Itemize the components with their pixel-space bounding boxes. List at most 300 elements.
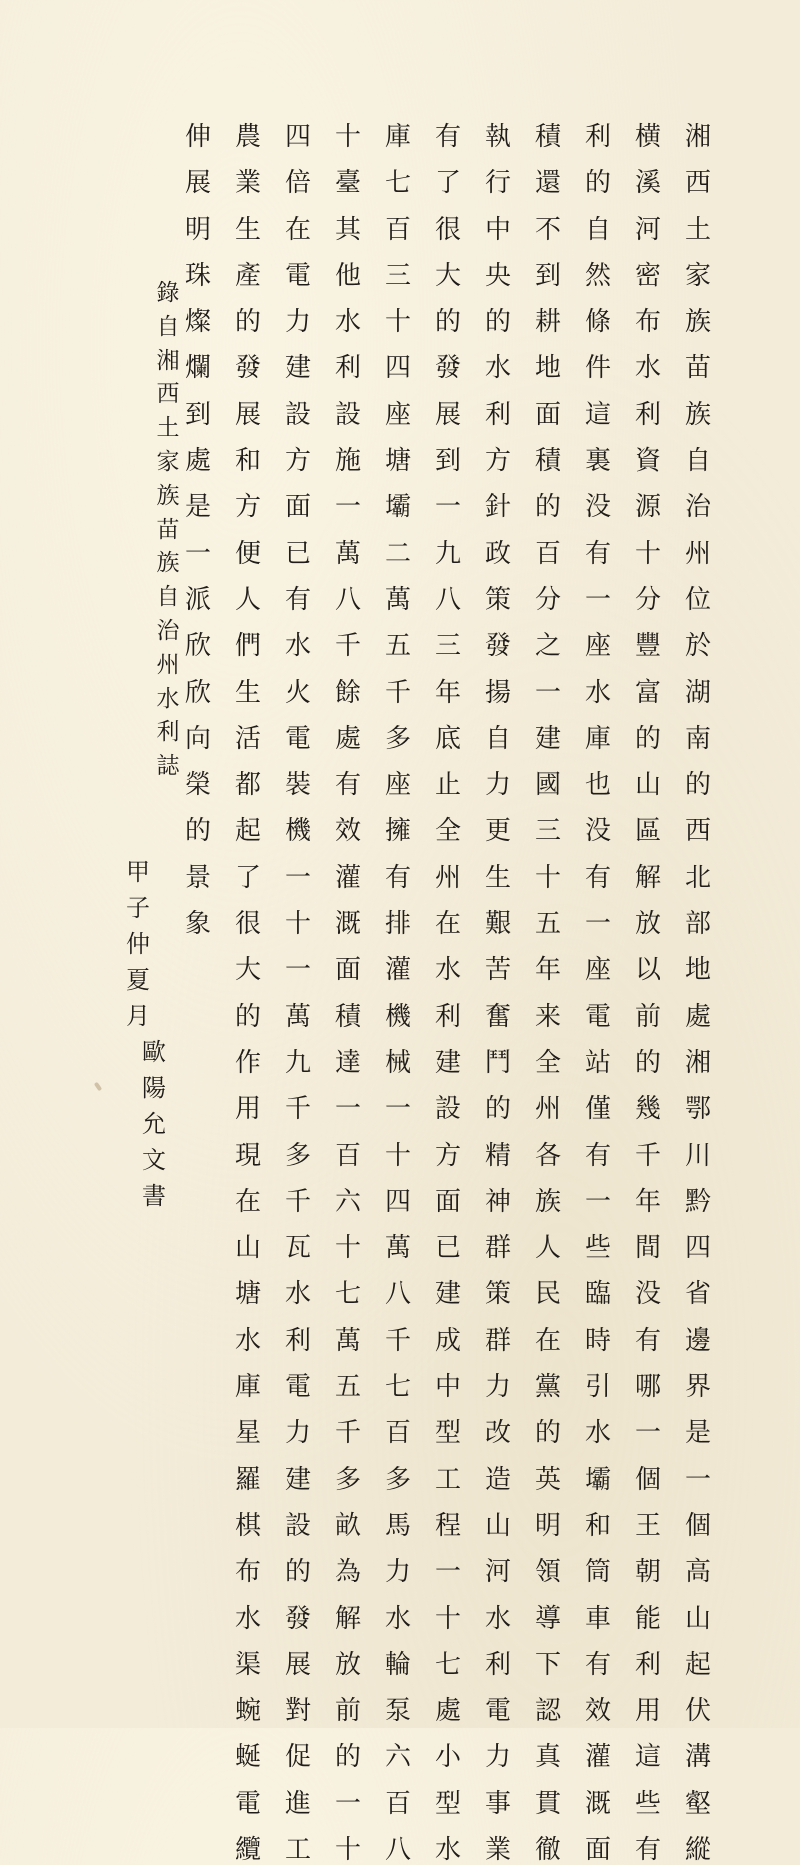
- glyph: 鄂: [684, 1094, 711, 1125]
- glyph: 到: [434, 446, 461, 477]
- glyph: 伸: [184, 122, 211, 152]
- glyph: 認: [534, 1696, 561, 1727]
- glyph: 程: [434, 1510, 461, 1541]
- glyph: 山: [234, 1233, 261, 1264]
- glyph: 成: [434, 1325, 461, 1356]
- text-column-5: [480, 124, 516, 1863]
- glyph: 百: [384, 1788, 411, 1819]
- glyph: 苦: [484, 955, 511, 986]
- glyph: 電: [484, 1696, 511, 1727]
- glyph: 力: [284, 307, 311, 338]
- glyph: 十: [334, 122, 361, 152]
- glyph: 十: [634, 538, 661, 569]
- glyph: 書: [142, 1182, 166, 1210]
- glyph: 利: [284, 1325, 311, 1356]
- glyph: 精: [484, 1140, 511, 1171]
- glyph: 各: [534, 1140, 561, 1171]
- glyph: 利: [484, 399, 511, 430]
- signature-date: [120, 860, 156, 1028]
- glyph: 還: [534, 168, 561, 199]
- glyph: 事: [484, 1788, 511, 1819]
- glyph: 條: [584, 307, 611, 338]
- glyph: 的: [534, 492, 561, 523]
- glyph: 了: [434, 168, 461, 199]
- glyph: 渠: [234, 1649, 261, 1680]
- glyph: 領: [534, 1557, 561, 1588]
- glyph: 中: [434, 1372, 461, 1403]
- glyph: 湖: [684, 677, 711, 708]
- glyph: 高: [684, 1557, 711, 1588]
- glyph: 年: [434, 677, 461, 708]
- glyph: 州: [434, 862, 461, 893]
- glyph: 機: [384, 1001, 411, 1032]
- glyph: 甲: [126, 858, 150, 886]
- glyph: 臨: [584, 1279, 611, 1310]
- glyph: 全: [434, 816, 461, 847]
- glyph: 設: [434, 1094, 461, 1125]
- glyph: 鬥: [484, 1047, 511, 1078]
- glyph: 貫: [534, 1788, 561, 1819]
- glyph: 多: [384, 1464, 411, 1495]
- glyph: 其: [334, 214, 361, 245]
- glyph: 一: [284, 862, 311, 893]
- glyph: 家: [684, 260, 711, 291]
- glyph: 建: [284, 353, 311, 384]
- signature-name: [136, 1040, 172, 1208]
- glyph: 便: [234, 538, 261, 569]
- glyph: 裝: [284, 770, 311, 801]
- glyph: 五: [334, 1372, 361, 1403]
- glyph: 的: [484, 307, 511, 338]
- glyph: 裏: [584, 446, 611, 477]
- glyph: 千: [384, 1325, 411, 1356]
- glyph: 百: [334, 1140, 361, 1171]
- glyph: 面: [334, 955, 361, 986]
- glyph: 到: [184, 399, 211, 430]
- glyph: 豐: [634, 631, 661, 662]
- glyph: 有: [584, 538, 611, 569]
- glyph: 水: [584, 1418, 611, 1449]
- glyph: 人: [534, 1233, 561, 1264]
- glyph: 治: [156, 617, 180, 644]
- glyph: 部: [684, 909, 711, 940]
- glyph: 展: [234, 399, 261, 430]
- glyph: 縱: [684, 1834, 711, 1865]
- glyph: 起: [684, 1649, 711, 1680]
- text-column-3: [580, 124, 616, 1863]
- glyph: 些: [634, 1788, 661, 1819]
- glyph: 一: [584, 1186, 611, 1217]
- glyph: 湘: [684, 1047, 711, 1078]
- glyph: 榮: [184, 770, 211, 801]
- glyph: 前: [634, 1001, 661, 1032]
- glyph: 到: [534, 260, 561, 291]
- glyph: 個: [684, 1510, 711, 1541]
- glyph: 央: [484, 260, 511, 291]
- glyph: 建: [434, 1279, 461, 1310]
- glyph: 神: [484, 1186, 511, 1217]
- glyph: 的: [684, 770, 711, 801]
- glyph: 英: [534, 1464, 561, 1495]
- glyph: 發: [484, 631, 511, 662]
- glyph: 土: [156, 415, 180, 442]
- glyph: 十: [284, 909, 311, 940]
- glyph: 地: [534, 353, 561, 384]
- glyph: 苗: [156, 516, 180, 543]
- glyph: 一: [684, 1464, 711, 1495]
- glyph: 七: [384, 168, 411, 199]
- glyph: 起: [234, 816, 261, 847]
- glyph: 塘: [384, 446, 411, 477]
- glyph: 筒: [584, 1557, 611, 1588]
- glyph: 棋: [234, 1510, 261, 1541]
- glyph: 工: [434, 1464, 461, 1495]
- text-column-1: [680, 124, 716, 1863]
- glyph: 庫: [584, 723, 611, 754]
- glyph: 引: [584, 1372, 611, 1403]
- glyph: 前: [334, 1696, 361, 1727]
- glyph: 水: [334, 307, 361, 338]
- glyph: 千: [284, 1186, 311, 1217]
- glyph: 中: [484, 214, 511, 245]
- glyph: 真: [534, 1742, 561, 1773]
- glyph: 庫: [384, 122, 411, 152]
- glyph: 是: [184, 492, 211, 523]
- glyph: 自: [156, 313, 180, 340]
- glyph: 萬: [384, 1233, 411, 1264]
- glyph: 揚: [484, 677, 511, 708]
- glyph: 站: [584, 1047, 611, 1078]
- glyph: 的: [534, 1418, 561, 1449]
- glyph: 一: [334, 492, 361, 523]
- glyph: 水: [484, 1603, 511, 1634]
- glyph: 排: [384, 909, 411, 940]
- glyph: 座: [584, 631, 611, 662]
- glyph: 西: [684, 816, 711, 847]
- glyph: 布: [634, 307, 661, 338]
- glyph: 放: [334, 1649, 361, 1680]
- glyph: 有: [634, 1325, 661, 1356]
- glyph: 族: [684, 399, 711, 430]
- glyph: 耕: [534, 307, 561, 338]
- glyph: 徹: [534, 1834, 561, 1865]
- glyph: 擁: [384, 816, 411, 847]
- glyph: 水: [284, 1279, 311, 1310]
- glyph: 北: [684, 862, 711, 893]
- glyph: 溉: [584, 1788, 611, 1819]
- glyph: 放: [634, 909, 661, 940]
- glyph: 的: [284, 1557, 311, 1588]
- glyph: 壩: [384, 492, 411, 523]
- glyph: 發: [234, 353, 261, 384]
- glyph: 一: [584, 909, 611, 940]
- glyph: 展: [434, 399, 461, 430]
- glyph: 止: [434, 770, 461, 801]
- glyph: 更: [484, 816, 511, 847]
- glyph: 為: [334, 1557, 361, 1588]
- glyph: 四: [684, 1233, 711, 1264]
- glyph: 型: [434, 1418, 461, 1449]
- glyph: 畝: [334, 1510, 361, 1541]
- glyph: 解: [334, 1603, 361, 1634]
- glyph: 五: [534, 909, 561, 940]
- glyph: 利: [634, 399, 661, 430]
- glyph: 年: [534, 955, 561, 986]
- glyph: 時: [584, 1325, 611, 1356]
- glyph: 座: [384, 399, 411, 430]
- glyph: 現: [234, 1140, 261, 1171]
- glyph: 河: [484, 1557, 511, 1588]
- glyph: 五: [384, 631, 411, 662]
- glyph: 自: [684, 446, 711, 477]
- glyph: 效: [584, 1696, 611, 1727]
- glyph: 電: [284, 1372, 311, 1403]
- glyph: 家: [156, 448, 180, 475]
- glyph: 文: [142, 1146, 166, 1174]
- glyph: 山: [634, 770, 661, 801]
- glyph: 民: [534, 1279, 561, 1310]
- glyph: 發: [284, 1603, 311, 1634]
- glyph: 這: [634, 1742, 661, 1773]
- glyph: 纜: [234, 1834, 261, 1865]
- glyph: 邊: [684, 1325, 711, 1356]
- glyph: 群: [484, 1325, 511, 1356]
- glyph: 是: [684, 1418, 711, 1449]
- glyph: 利: [156, 719, 180, 746]
- glyph: 方: [484, 446, 511, 477]
- glyph: 六: [384, 1742, 411, 1773]
- glyph: 施: [334, 446, 361, 477]
- glyph: 四: [384, 353, 411, 384]
- glyph: 政: [484, 538, 511, 569]
- glyph: 界: [684, 1372, 711, 1403]
- glyph: 已: [434, 1233, 461, 1264]
- glyph: 誌: [156, 753, 180, 780]
- glyph: 利: [434, 1001, 461, 1032]
- glyph: 農: [234, 122, 261, 152]
- glyph: 治: [684, 492, 711, 523]
- glyph: 川: [684, 1140, 711, 1171]
- glyph: 火: [284, 677, 311, 708]
- glyph: 業: [484, 1834, 511, 1865]
- glyph: 月: [126, 1002, 150, 1030]
- glyph: 向: [184, 723, 211, 754]
- glyph: 處: [434, 1696, 461, 1727]
- glyph: 也: [584, 770, 611, 801]
- glyph: 多: [334, 1464, 361, 1495]
- glyph: 造: [484, 1464, 511, 1495]
- glyph: 爛: [184, 353, 211, 384]
- glyph: 作: [234, 1047, 261, 1078]
- text-column-6: [430, 124, 466, 1863]
- glyph: 和: [584, 1510, 611, 1541]
- glyph: 車: [584, 1603, 611, 1634]
- glyph: 利: [634, 1649, 661, 1680]
- glyph: 下: [534, 1649, 561, 1680]
- glyph: 方: [434, 1140, 461, 1171]
- glyph: 蜒: [234, 1742, 261, 1773]
- glyph: 一: [534, 677, 561, 708]
- glyph: 這: [584, 399, 611, 430]
- glyph: 十: [384, 307, 411, 338]
- glyph: 族: [156, 550, 180, 577]
- glyph: 自: [484, 723, 511, 754]
- glyph: 一: [584, 584, 611, 615]
- glyph: 的: [434, 307, 461, 338]
- glyph: 區: [634, 816, 661, 847]
- glyph: 山: [684, 1603, 711, 1634]
- glyph: 產: [234, 260, 261, 291]
- glyph: 多: [284, 1140, 311, 1171]
- glyph: 效: [334, 816, 361, 847]
- glyph: 三: [534, 816, 561, 847]
- glyph: 朝: [634, 1557, 661, 1588]
- glyph: 電: [234, 1788, 261, 1819]
- glyph: 大: [434, 260, 461, 291]
- glyph: 水: [234, 1325, 261, 1356]
- glyph: 山: [484, 1510, 511, 1541]
- glyph: 哪: [634, 1372, 661, 1403]
- glyph: 幾: [634, 1094, 661, 1125]
- glyph: 電: [284, 260, 311, 291]
- glyph: 些: [584, 1233, 611, 1264]
- glyph: 萬: [334, 1325, 361, 1356]
- glyph: 電: [584, 1001, 611, 1032]
- glyph: 十: [334, 1834, 361, 1865]
- glyph: 很: [234, 909, 261, 940]
- glyph: 一: [334, 1788, 361, 1819]
- glyph: 八: [384, 1834, 411, 1865]
- glyph: 灌: [334, 862, 361, 893]
- glyph: 活: [234, 723, 261, 754]
- glyph: 水: [634, 353, 661, 384]
- glyph: 四: [284, 122, 311, 152]
- glyph: 百: [384, 214, 411, 245]
- glyph: 達: [334, 1047, 361, 1078]
- glyph: 十: [334, 1233, 361, 1264]
- glyph: 處: [334, 723, 361, 754]
- glyph: 年: [634, 1186, 661, 1217]
- glyph: 仲: [126, 930, 150, 958]
- glyph: 都: [234, 770, 261, 801]
- glyph: 的: [634, 1047, 661, 1078]
- glyph: 型: [434, 1788, 461, 1819]
- glyph: 小: [434, 1742, 461, 1773]
- glyph: 燦: [184, 307, 211, 338]
- glyph: 臺: [334, 168, 361, 199]
- glyph: 庫: [234, 1372, 261, 1403]
- glyph: 力: [484, 770, 511, 801]
- glyph: 溪: [634, 168, 661, 199]
- glyph: 業: [234, 168, 261, 199]
- glyph: 明: [534, 1510, 561, 1541]
- glyph: 個: [634, 1464, 661, 1495]
- glyph: 星: [234, 1418, 261, 1449]
- glyph: 水: [434, 1834, 461, 1865]
- glyph: 力: [284, 1418, 311, 1449]
- glyph: 溝: [684, 1742, 711, 1773]
- glyph: 輪: [384, 1649, 411, 1680]
- glyph: 在: [434, 909, 461, 940]
- glyph: 的: [634, 723, 661, 754]
- glyph: 力: [384, 1557, 411, 1588]
- text-column-10: [230, 124, 266, 1863]
- glyph: 珠: [184, 260, 211, 291]
- text-column-9: [280, 124, 316, 1863]
- glyph: 州: [534, 1094, 561, 1125]
- glyph: 已: [284, 538, 311, 569]
- glyph: 来: [534, 1001, 561, 1032]
- glyph: 然: [584, 260, 611, 291]
- glyph: 建: [284, 1464, 311, 1495]
- glyph: 設: [334, 399, 361, 430]
- glyph: 派: [184, 584, 211, 615]
- glyph: 奮: [484, 1001, 511, 1032]
- glyph: 大: [234, 955, 261, 986]
- glyph: 千: [384, 677, 411, 708]
- glyph: 有: [334, 770, 361, 801]
- glyph: 富: [634, 677, 661, 708]
- glyph: 有: [584, 862, 611, 893]
- glyph: 伏: [684, 1696, 711, 1727]
- glyph: 一: [434, 1557, 461, 1588]
- glyph: 面: [284, 492, 311, 523]
- glyph: 倍: [284, 168, 311, 199]
- glyph: 之: [534, 631, 561, 662]
- glyph: 策: [484, 1279, 511, 1310]
- glyph: 的: [484, 1094, 511, 1125]
- glyph: 發: [434, 353, 461, 384]
- glyph: 人: [234, 584, 261, 615]
- glyph: 水: [384, 1603, 411, 1634]
- glyph: 萬: [334, 538, 361, 569]
- glyph: 工: [284, 1834, 311, 1865]
- glyph: 針: [484, 492, 511, 523]
- glyph: 執: [484, 122, 511, 152]
- glyph: 六: [334, 1186, 361, 1217]
- glyph: 方: [234, 492, 261, 523]
- glyph: 資: [634, 446, 661, 477]
- glyph: 百: [534, 538, 561, 569]
- glyph: 面: [434, 1186, 461, 1217]
- glyph: 生: [234, 677, 261, 708]
- glyph: 萬: [384, 584, 411, 615]
- glyph: 解: [634, 862, 661, 893]
- glyph: 塘: [234, 1279, 261, 1310]
- glyph: 苗: [684, 353, 711, 384]
- glyph: 族: [684, 307, 711, 338]
- glyph: 有: [434, 122, 461, 152]
- glyph: 水: [156, 685, 180, 712]
- glyph: 十: [384, 1140, 411, 1171]
- glyph: 行: [484, 168, 511, 199]
- glyph: 在: [284, 214, 311, 245]
- glyph: 千: [334, 631, 361, 662]
- glyph: 一: [634, 1418, 661, 1449]
- glyph: 多: [384, 723, 411, 754]
- glyph: 生: [484, 862, 511, 893]
- glyph: 錄: [156, 280, 180, 306]
- glyph: 底: [434, 723, 461, 754]
- glyph: 族: [156, 482, 180, 509]
- glyph: 建: [534, 723, 561, 754]
- glyph: 千: [334, 1418, 361, 1449]
- glyph: 生: [234, 214, 261, 245]
- glyph: 促: [284, 1742, 311, 1773]
- glyph: 景: [184, 862, 211, 893]
- glyph: 壑: [684, 1788, 711, 1819]
- glyph: 八: [384, 1279, 411, 1310]
